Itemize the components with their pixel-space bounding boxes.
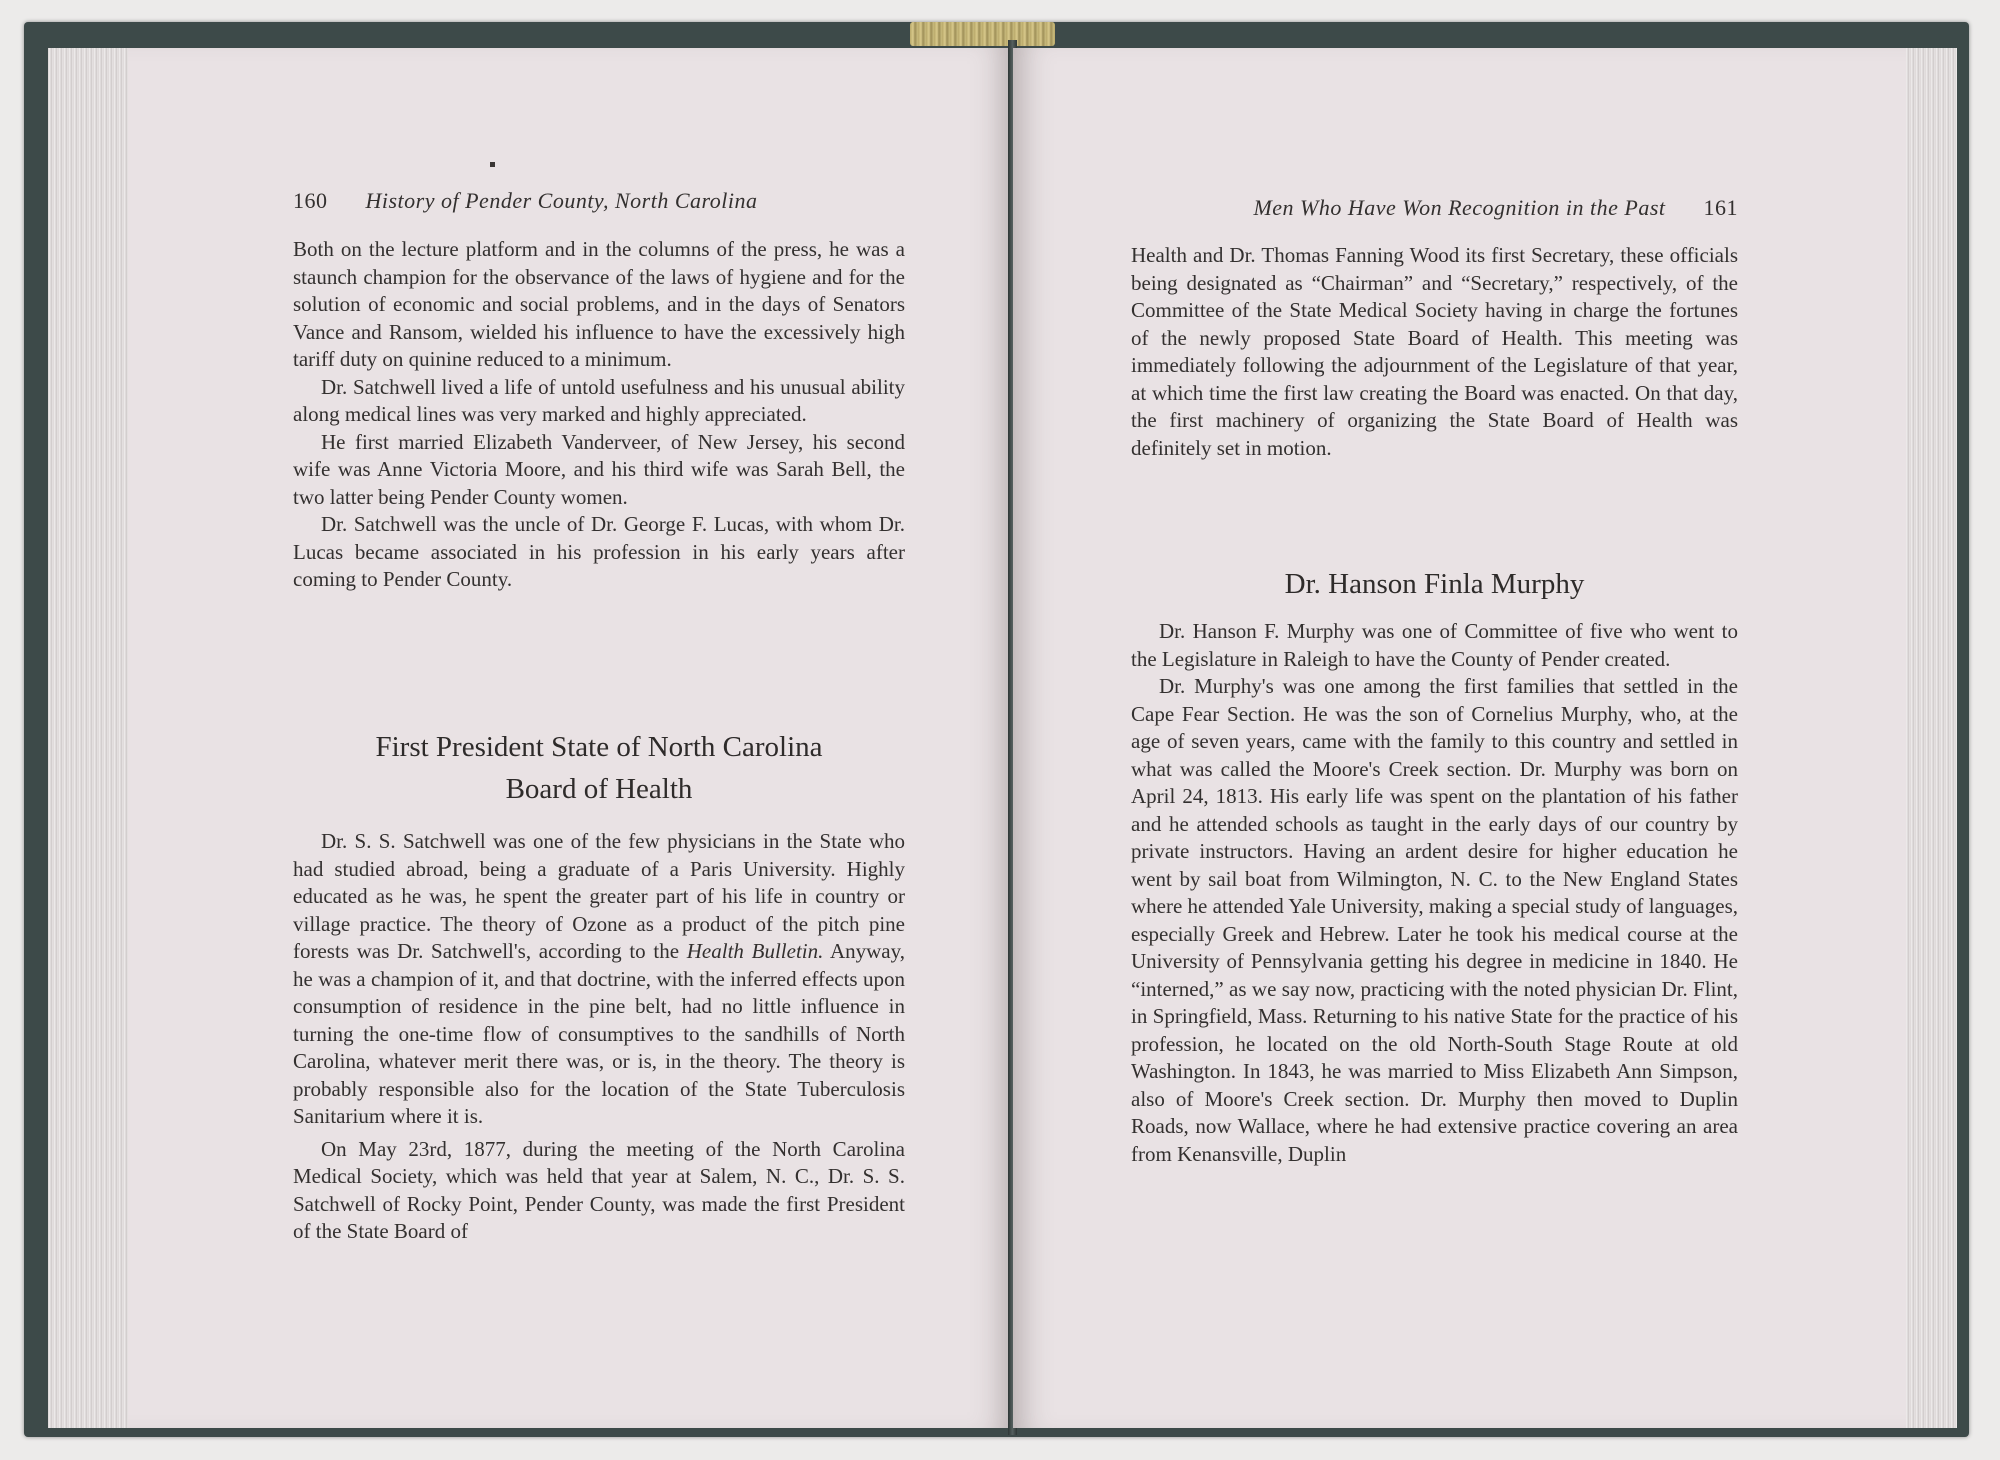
section-heading-line: Board of Health (505, 773, 693, 805)
right-body-bottom (1131, 618, 1738, 1168)
paragraph-text: Anyway, he was a champion of it, and that doctrine, with the inferred effects upon consumption of residence in the pine belt, had no little influence in turning the one-time flow of consumptives to the sandhills of North Carolina, whatever merit there was, or is, in the theory. The theory is probably responsible also for the location of the State Tuberculosis Sanitarium where it is. (293, 939, 905, 1128)
paragraph: Dr. Satchwell was the uncle of Dr. George F. Lucas, with whom Dr. Lucas became associated in his profession in his early years after coming to Pender County. (293, 512, 905, 591)
left-body-bottom (293, 828, 905, 1246)
section-heading: Dr. Hanson Finla Murphy (1284, 568, 1585, 600)
right-page-edges (1905, 48, 1957, 1428)
paragraph: He first married Elizabeth Vanderveer, of New Jersey, his second wife was Anne Victoria Moore, and his third wife was Sarah Bell, the two latter being Pender County women. (293, 429, 905, 509)
section-heading-line: First President State of North Carolina (375, 731, 823, 763)
paragraph: Health and Dr. Thomas Fanning Wood its first Secretary, these officials being designated as “Chairman” and “Secretary,” respectively, of the Committee of the State Medical Society having in charge the fortunes of the newly proposed State Board of Health. This meeting was immediately following the adjournment of the Legislature of that year, at which time the first law creating the Board was enacted. On that day, the first machinery of organizing the State Board of Health was definitely set in motion. (1131, 243, 1738, 460)
paragraph: Dr. Murphy's was one among the first families that settled in the Cape Fear Section. He was the son of Cornelius Murphy, who, at the age of seven years, came with the family to this country and settled in what was called the Moore's Creek section. Dr. Murphy was born on April 24, 1813. His early life was spent on the plantation of his father and he attended schools as taught in the early days of our country by private instructors. Having an ardent desire for higher education he went by sail boat from Wilmington, N. C. to the New England States where he attended Yale University, making a special study of languages, especially Greek and Hebrew. Later he took his medical course at the University of Pennsylvania getting his degree in medicine in 1840. He “interned,” as we say now, practicing with the noted physician Dr. Flint, in Springfield, Mass. Returning to his native State for the practice of his profession, he located on the old North-South Stage Route at old Washington. In 1843, he was married to Miss Elizabeth Ann Simpson, also of Moore's Creek section. Dr. Murphy then moved to Duplin Roads, now Wallace, where he had extensive practice covering an area from Kenansville, Duplin (1131, 674, 1738, 1166)
ink-speck (490, 162, 495, 167)
left-page-edges (48, 48, 134, 1428)
right-body-top (1131, 242, 1738, 462)
left-running-head (293, 188, 757, 214)
section-heading (293, 726, 905, 810)
spine-headband (910, 22, 1055, 46)
publication-title: Health Bulletin. (686, 939, 824, 963)
left-page (128, 48, 1011, 1428)
page-number: 161 (1703, 195, 1738, 220)
paragraph: Dr. Hanson F. Murphy was one of Committee of five who went to the Legislature in Raleigh to have the County of Pender created. (1131, 619, 1738, 671)
running-head-title: History of Pender County, North Carolina (365, 188, 758, 213)
paragraph: Dr. Satchwell lived a life of untold usefulness and his unusual ability along medical lines was very marked and highly appreciated. (293, 374, 905, 426)
left-body-top (293, 236, 905, 594)
paragraph-text: Dr. S. S. Satchwell was one of the few physicians in the State who had studied abroad, being a graduate of a Paris University. Highly educated as he was, he spent the greater part of his life in country or village practice. The theory of Ozone as a product of the pitch pine forests was Dr. Satchwell's, according to the (293, 829, 905, 963)
right-page (1013, 48, 1906, 1428)
page-number: 160 (293, 188, 328, 213)
paragraph: Both on the lecture platform and in the columns of the press, he was a staunch champion for the observance of the laws of hygiene and for the solution of economic and social problems, and in the days of Senators Vance and Ransom, wielded his influence to have the excessively high tariff duty on quinine reduced to a minimum. (293, 237, 905, 371)
paragraph: On May 23rd, 1877, during the meeting of the North Carolina Medical Society, which was held that year at Salem, N. C., Dr. S. S. Satchwell of Rocky Point, Pender County, was made the first President of the State Board of (293, 1136, 905, 1243)
paragraph (293, 828, 905, 1131)
right-running-head (1203, 195, 1738, 221)
running-head-title: Men Who Have Won Recognition in the Past (1253, 195, 1666, 220)
